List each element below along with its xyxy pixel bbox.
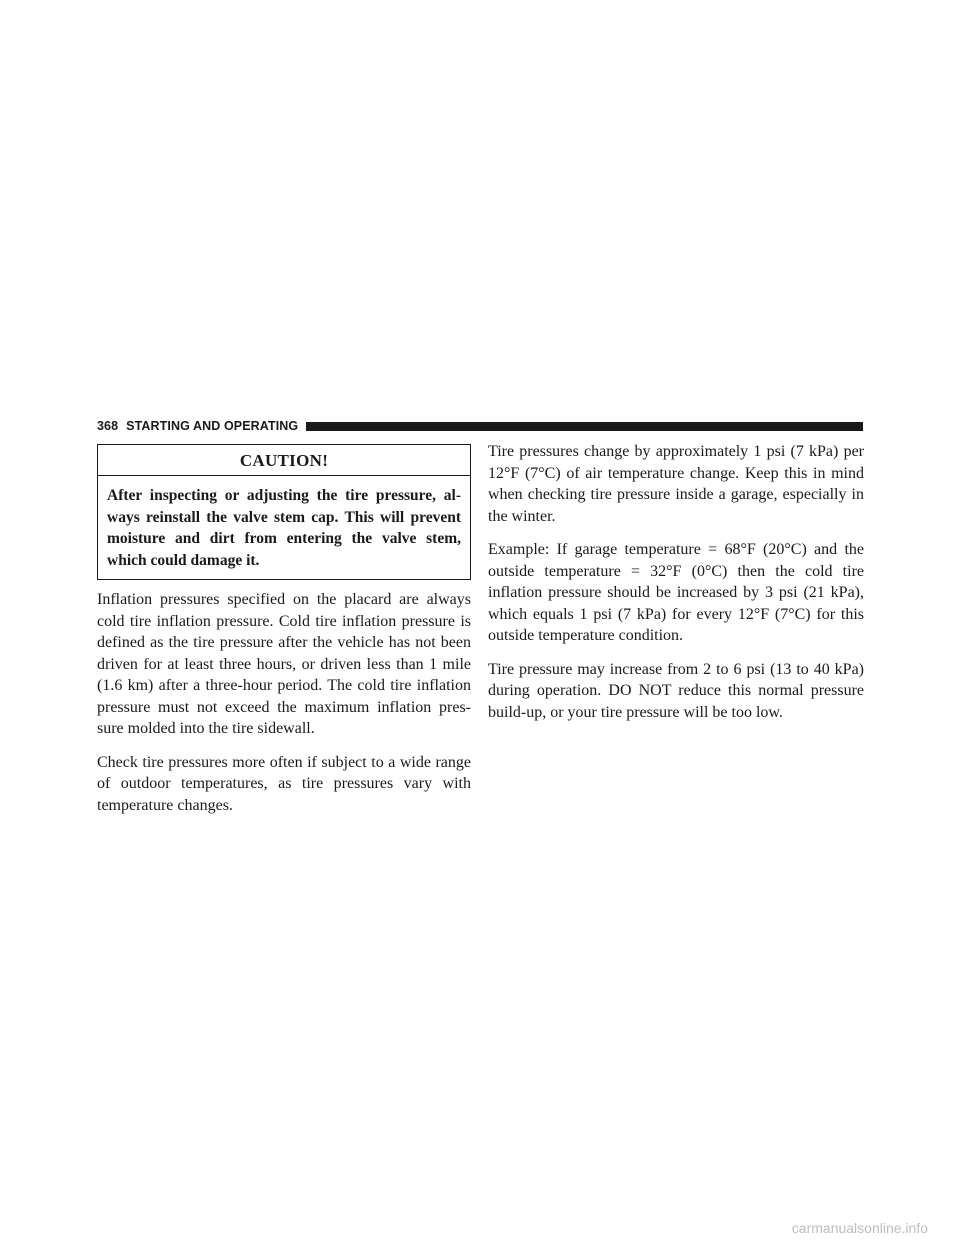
paragraph-inflation-pressures: Inflation pressures specified on the placard are always cold tire inflation pressure. Cold tire inflation pressure is defined as the tire pressure after the vehicle has not been driven for at least three hours, or driven less than 1 mile (1.6 km) after a three-hour period. The cold tire inflation pressure must not exceed the maximum inflation pres-sure molded into the tire sidewall. — [97, 591, 471, 737]
caution-text: After inspecting or adjusting the tire pressure, al-ways reinstall the valve stem cap. This will prevent moisture and dirt from entering the valve stem, which could damage it. — [107, 487, 461, 569]
paragraph-pressure-change: Tire pressures change by approximately 1 psi (7 kPa) per 12°F (7°C) of air temperature change. Keep this in mind when checking tire pressure inside a garage, especially in the winter. — [488, 443, 864, 525]
caution-title: CAUTION! — [98, 445, 470, 476]
header-rule — [306, 422, 863, 431]
watermark-text: carmanualsonline.info — [791, 1220, 928, 1236]
paragraph-pressure-increase: Tire pressure may increase from 2 to 6 psi (13 to 40 kPa) during operation. DO NOT reduce this normal pressure build-up, or your tire pressure will be too low. — [488, 660, 864, 721]
section-title: STARTING AND OPERATING — [126, 419, 299, 433]
left-column — [97, 444, 471, 828]
page-header — [97, 419, 863, 433]
caution-box — [97, 444, 471, 580]
right-column — [488, 441, 864, 735]
paragraph-example: Example: If garage temperature = 68°F (20°C) and the outside temperature = 32°F (0°C) then the cold tire inflation pressure should be increased by 3 psi (21 kPa), which equals 1 psi (7 kPa) for every 12°F (7°C) for this outside temperature condition. — [488, 541, 864, 644]
page-number: 368 — [97, 419, 119, 433]
paragraph-check-pressures: Check tire pressures more often if subject to a wide range of outdoor temperatures, as tire pressures vary with temperature changes. — [97, 753, 471, 814]
